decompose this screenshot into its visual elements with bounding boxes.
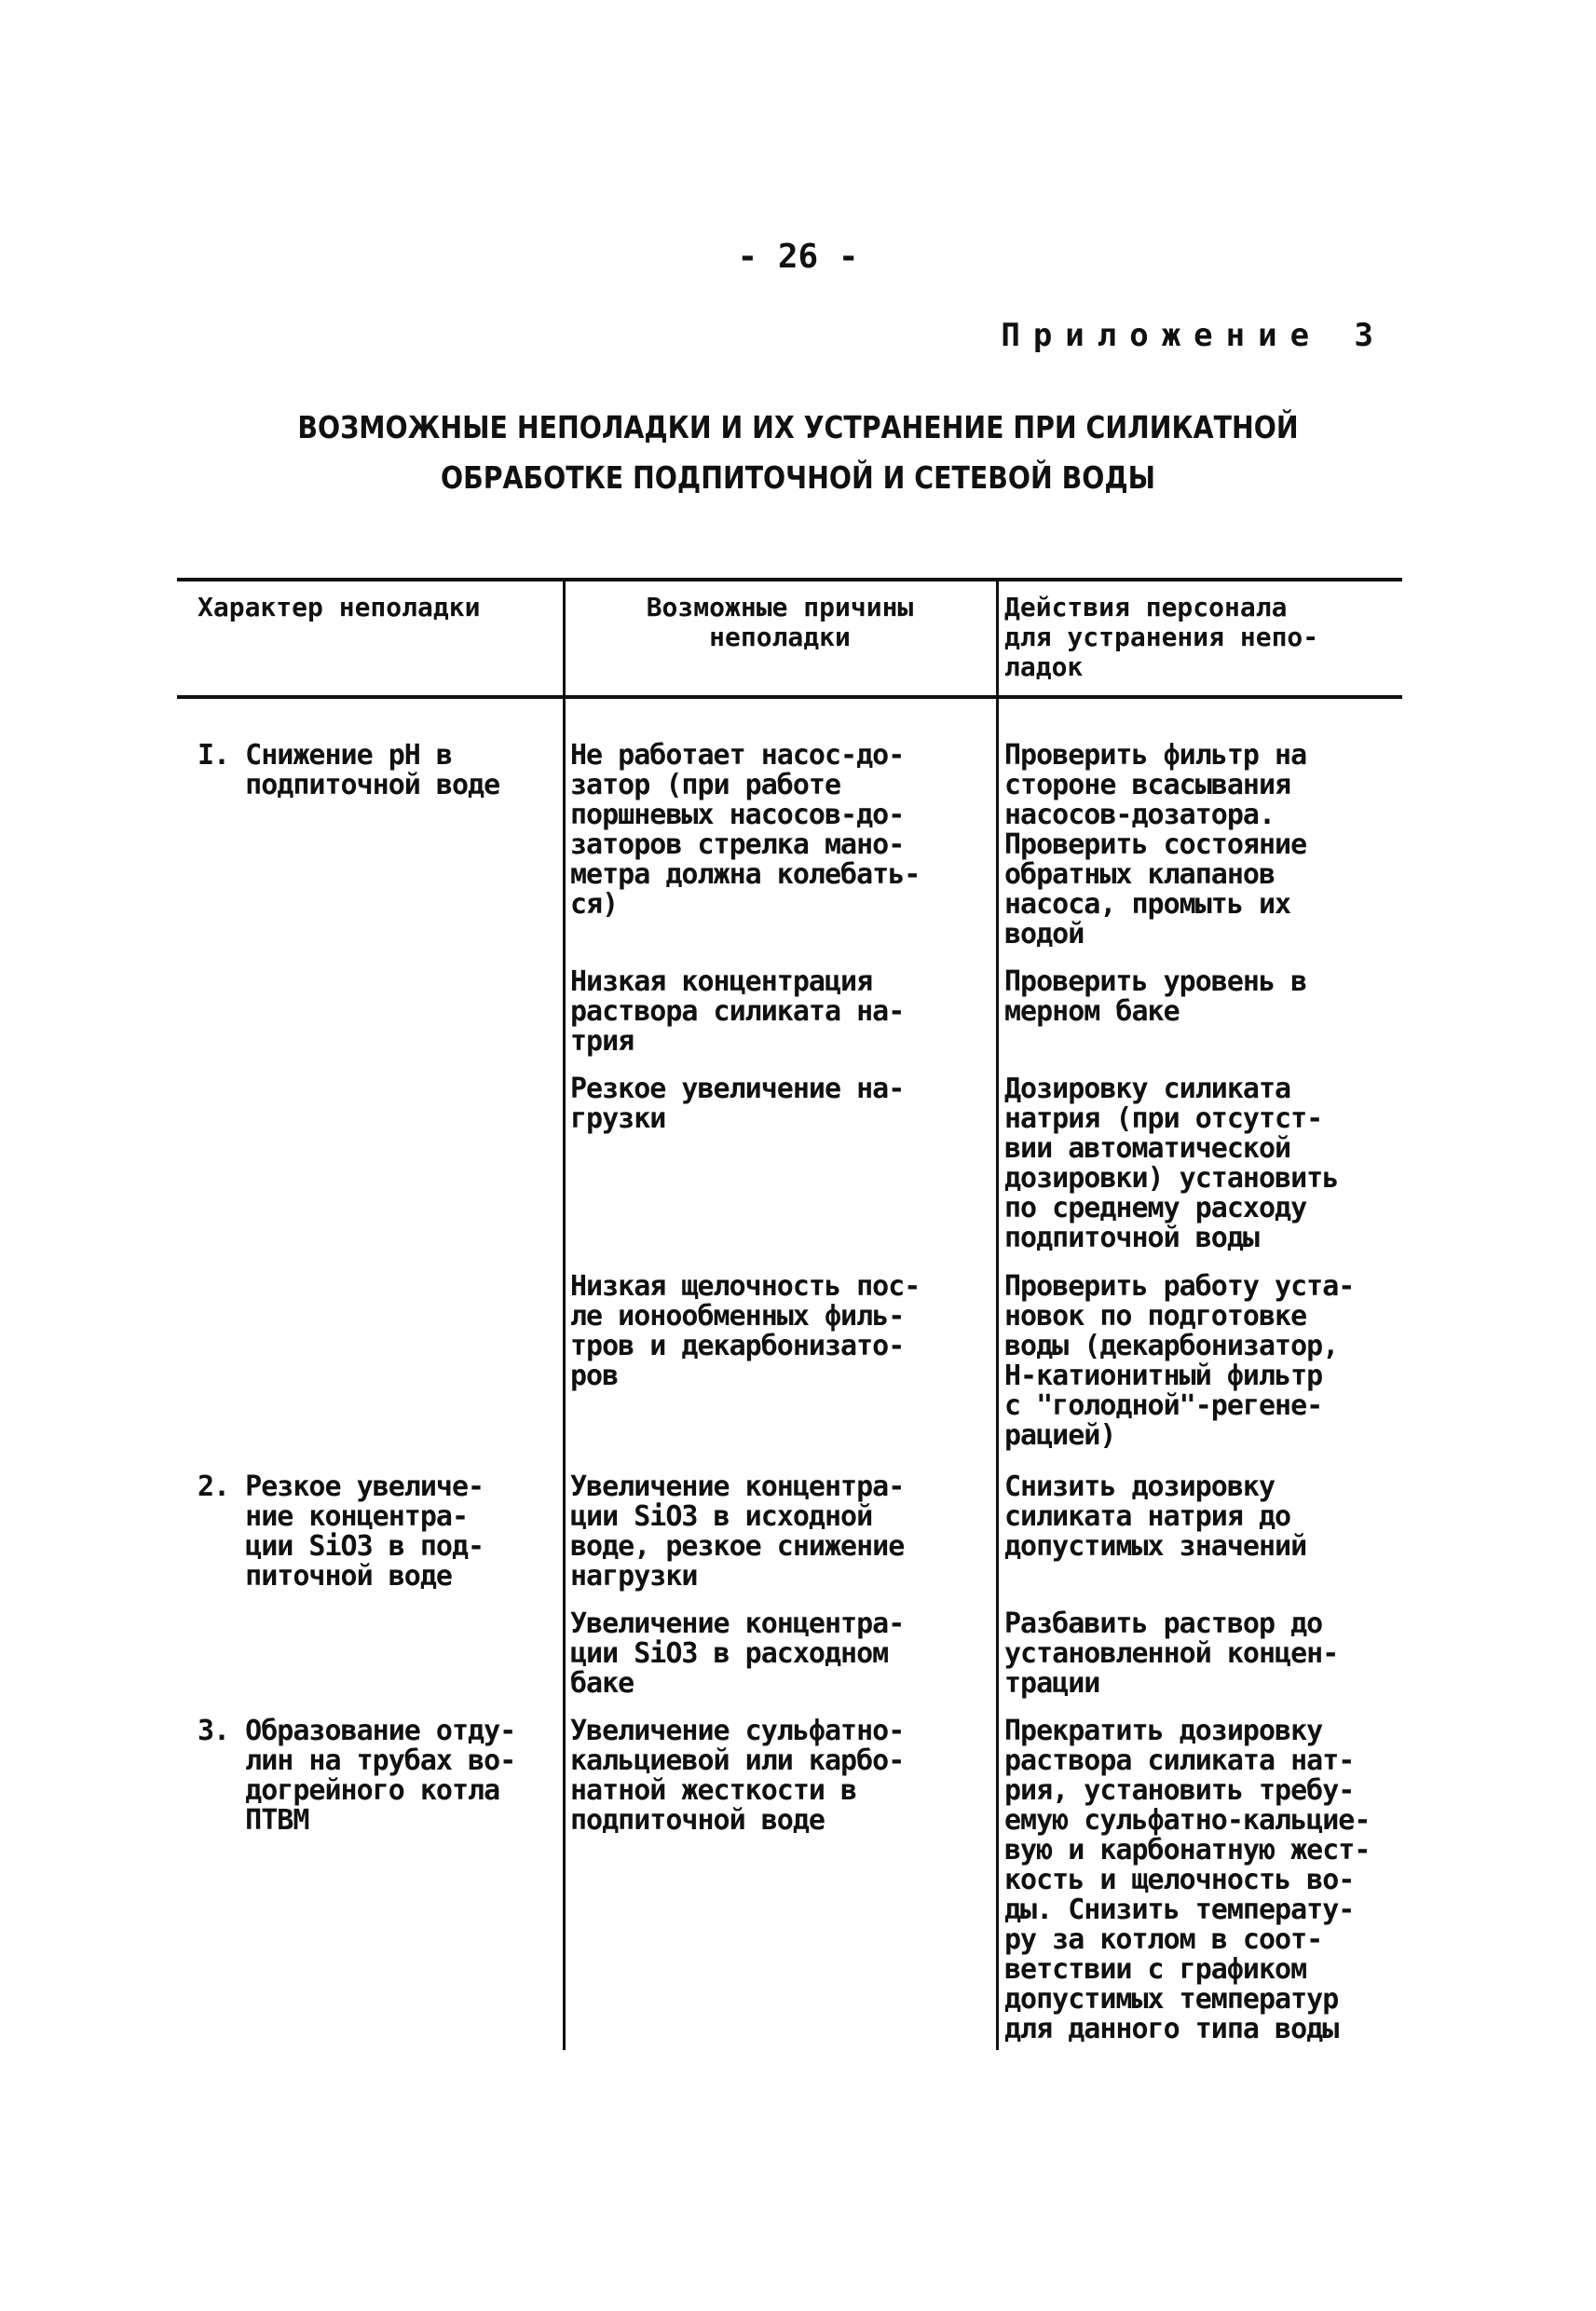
table-top-rule [177, 578, 1402, 581]
row4-cause: Низкая щелочность пос- ле ионообменных филь- тров и декарбонизато- ров [570, 1270, 921, 1392]
document-title [112, 403, 1484, 503]
row2-cause: Низкая концентрация раствора силиката на- трия [570, 965, 905, 1058]
row1-problem: I. Снижение рН в подпиточной воде [198, 739, 500, 801]
appendix-label: Приложение 3 [1001, 317, 1386, 354]
row5-action: Снизить дозировку силиката натрия до допустимых значений [1004, 1470, 1307, 1563]
column-divider-2 [996, 580, 999, 2050]
header-problem: Характер неполадки [198, 592, 481, 622]
row7-problem: 3. Образование отду- лин на трубах во- догрейного котла ПТВМ [198, 1715, 516, 1837]
row7-action: Прекратить дозировку раствора силиката нат- рия, установить требу- емую сульфатно-кальцие- вую и карбонатную жест- кость и щелочность во- ды. Снизить температу- ру за котлом в соот- ветствии с графиком допустимых температур для данного типа воды [1004, 1715, 1371, 2045]
row2-action: Проверить уровень в мерном баке [1004, 965, 1307, 1028]
column-divider-1 [563, 580, 566, 2050]
row1-action: Проверить фильтр на стороне всасывания насосов-дозатора. Проверить состояние обратных клапанов насоса, промыть их водой [1004, 739, 1307, 950]
row7-cause: Увеличение сульфатно- кальциевой или карбо- натной жесткости в подпиточной воде [570, 1715, 905, 1837]
row3-cause: Резкое увеличение на- грузки [570, 1073, 905, 1135]
row4-action: Проверить работу уста- новок по подготовке воды (декарбонизатор, Н-катионитный фильтр с "голодной"-регене- рацией) [1004, 1270, 1355, 1452]
title-line-2: ОБРАБОТКЕ ПОДПИТОЧНОЙ И СЕТЕВОЙ ВОДЫ [440, 459, 1156, 496]
page-number: - 26 - [737, 238, 859, 276]
row1-cause: Не работает насос-до- затор (при работе поршневых насосов-до- заторов стрелка мано- метра должна колебать- ся) [570, 739, 921, 921]
row5-cause: Увеличение концентра- ции SiO3 в исходной воде, резкое снижение нагрузки [570, 1470, 905, 1593]
row6-action: Разбавить раствор до установленной концен- трации [1004, 1607, 1339, 1700]
title-line-1: ВОЗМОЖНЫЕ НЕПОЛАДКИ И ИХ УСТРАНЕНИЕ ПРИ СИЛИКАТНОЙ [297, 409, 1299, 445]
row3-action: Дозировку силиката натрия (при отсутст- вии автоматической дозировки) установить по среднему расходу подпиточной воды [1004, 1073, 1339, 1254]
header-cause: Возможные причины неполадки [646, 592, 914, 652]
header-action: Действия персонала для устранения непо- ладок [1004, 592, 1319, 682]
table-header-rule [177, 695, 1402, 699]
row6-cause: Увеличение концентра- ции SiO3 в расходном баке [570, 1607, 905, 1700]
row5-problem: 2. Резкое увеличе- ние концентра- ции SiO3 в под- питочной воде [198, 1470, 484, 1593]
